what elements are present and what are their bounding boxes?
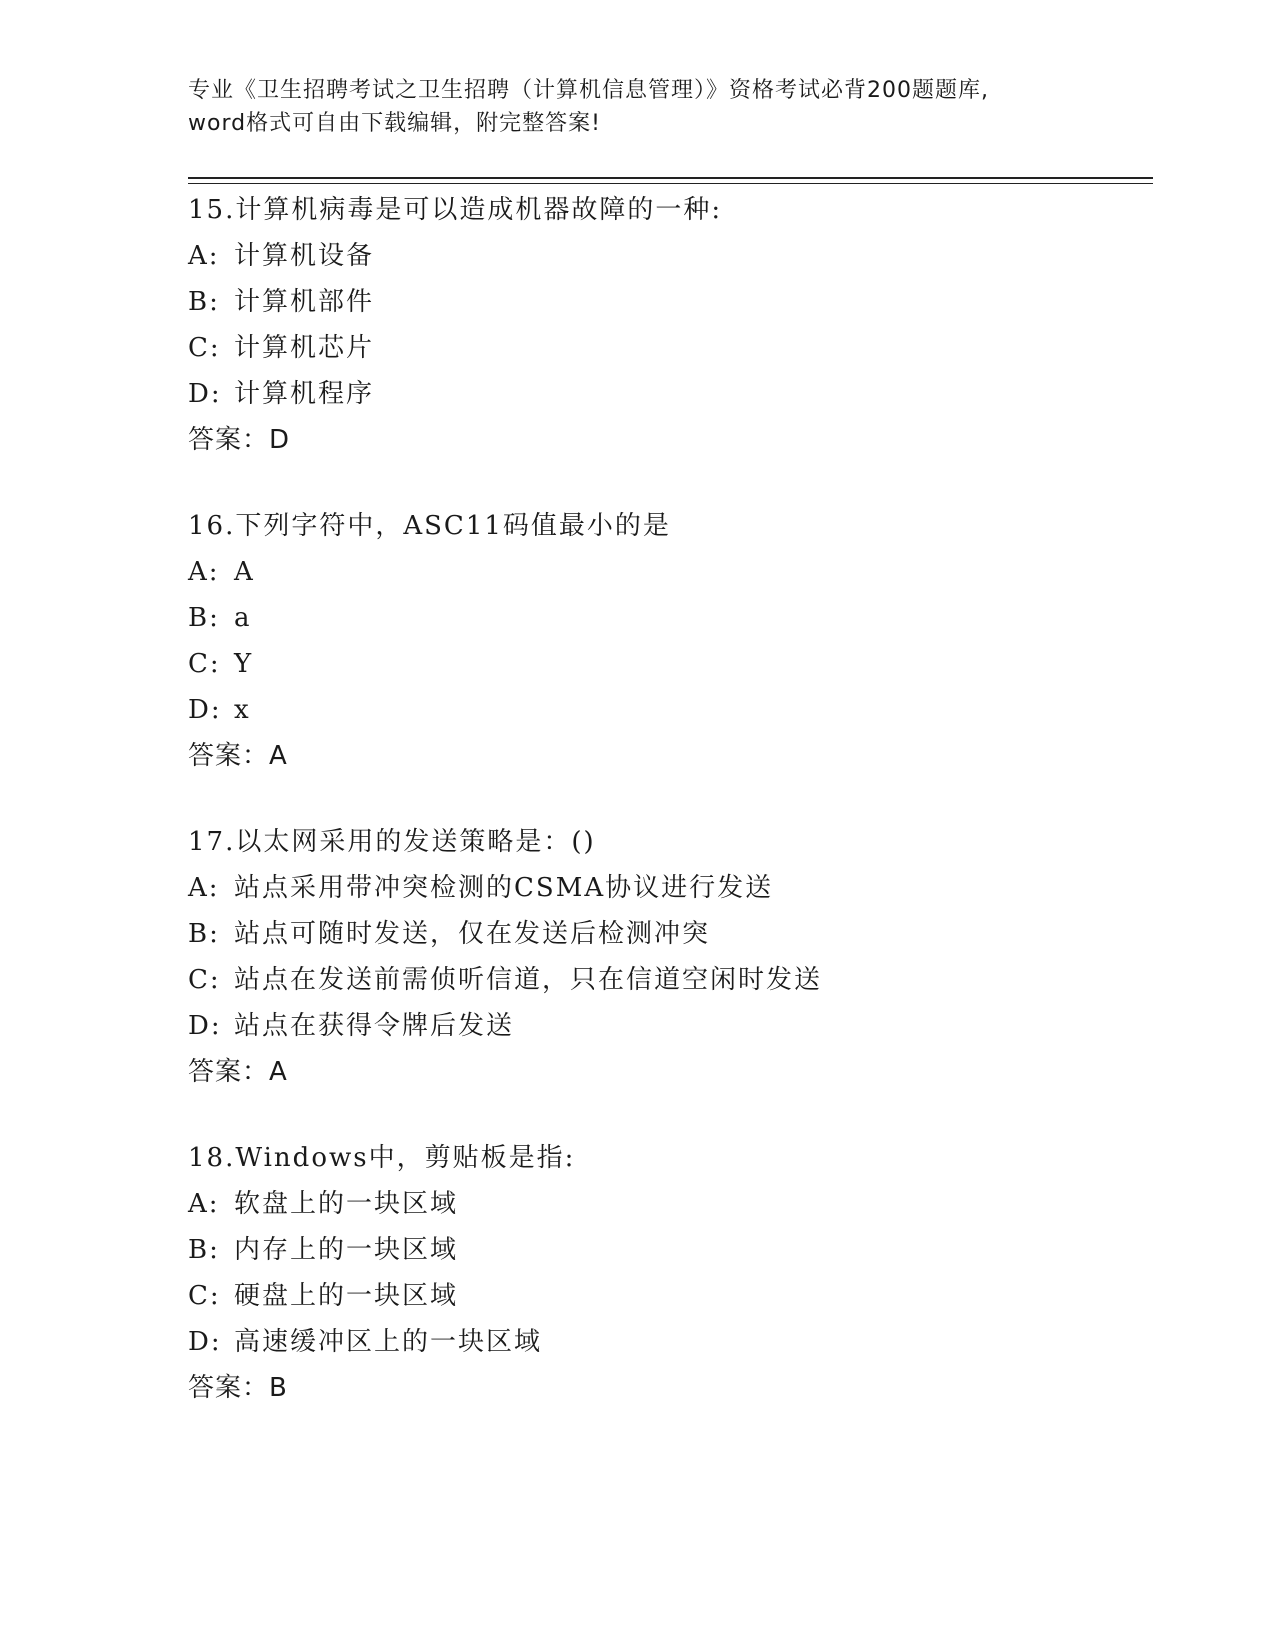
option-label: A: [188,241,220,271]
header-divider-thin [188,183,1153,184]
option-label: D: [188,379,222,409]
answer-text: 答案：A [188,1057,288,1087]
question-17 [188,819,1148,1095]
option-label: A: [188,557,220,587]
option-label: B: [188,1235,220,1265]
option-c [188,957,1148,1003]
option-text: 站点可随时发送，仅在发送后检测冲突 [234,919,711,949]
option-text: A [234,557,255,587]
option-label: B: [188,919,220,949]
option-text: 站点采用带冲突检测的CSMA协议进行发送 [234,873,774,903]
option-text: 软盘上的一块区域 [234,1189,459,1219]
option-a [188,1181,1148,1227]
option-label: D: [188,1011,222,1041]
option-text: 高速缓冲区上的一块区域 [234,1327,543,1357]
option-d [188,687,1148,733]
option-text: x [234,695,251,725]
question-15 [188,187,1148,463]
option-text: Y [234,649,254,679]
option-label: B: [188,287,220,317]
option-label: C: [188,333,221,363]
option-text: 计算机芯片 [234,333,375,363]
question-16 [188,503,1148,779]
header-subtitle-line: word格式可自由下载编辑，附完整答案! [188,111,601,136]
option-label: D: [188,695,222,725]
option-label: A: [188,873,220,903]
option-text: 内存上的一块区域 [234,1235,459,1265]
option-text: 计算机程序 [234,379,375,409]
option-a [188,233,1148,279]
option-label: D: [188,1327,222,1357]
option-c [188,325,1148,371]
option-a [188,865,1148,911]
document-header [188,74,1088,140]
option-c [188,1273,1148,1319]
option-text: 站点在发送前需侦听信道，只在信道空闲时发送 [234,965,823,995]
option-b [188,279,1148,325]
option-label: B: [188,603,220,633]
answer-text: 答案：D [188,425,291,455]
header-title-line: 专业《卫生招聘考试之卫生招聘（计算机信息管理）》资格考试必背200题题库, [188,78,989,103]
option-d [188,1003,1148,1049]
option-d [188,371,1148,417]
header-divider-thick [188,177,1153,179]
option-a [188,549,1148,595]
option-b [188,1227,1148,1273]
option-label: C: [188,965,221,995]
option-label: C: [188,1281,221,1311]
option-text: a [234,603,252,633]
option-c [188,641,1148,687]
question-18 [188,1135,1148,1411]
question-stem: 17.以太网采用的发送策略是：() [188,827,596,857]
option-text: 硬盘上的一块区域 [234,1281,459,1311]
option-label: A: [188,1189,220,1219]
answer-text: 答案：A [188,741,288,771]
option-text: 站点在获得令牌后发送 [234,1011,515,1041]
question-stem: 16.下列字符中，ASC11码值最小的是 [188,511,671,541]
option-b [188,595,1148,641]
option-d [188,1319,1148,1365]
option-text: 计算机部件 [234,287,375,317]
option-label: C: [188,649,221,679]
question-stem: 18.Windows中，剪贴板是指: [188,1143,576,1173]
answer-text: 答案：B [188,1373,288,1403]
option-text: 计算机设备 [234,241,375,271]
question-stem: 15.计算机病毒是可以造成机器故障的一种: [188,195,723,225]
option-b [188,911,1148,957]
